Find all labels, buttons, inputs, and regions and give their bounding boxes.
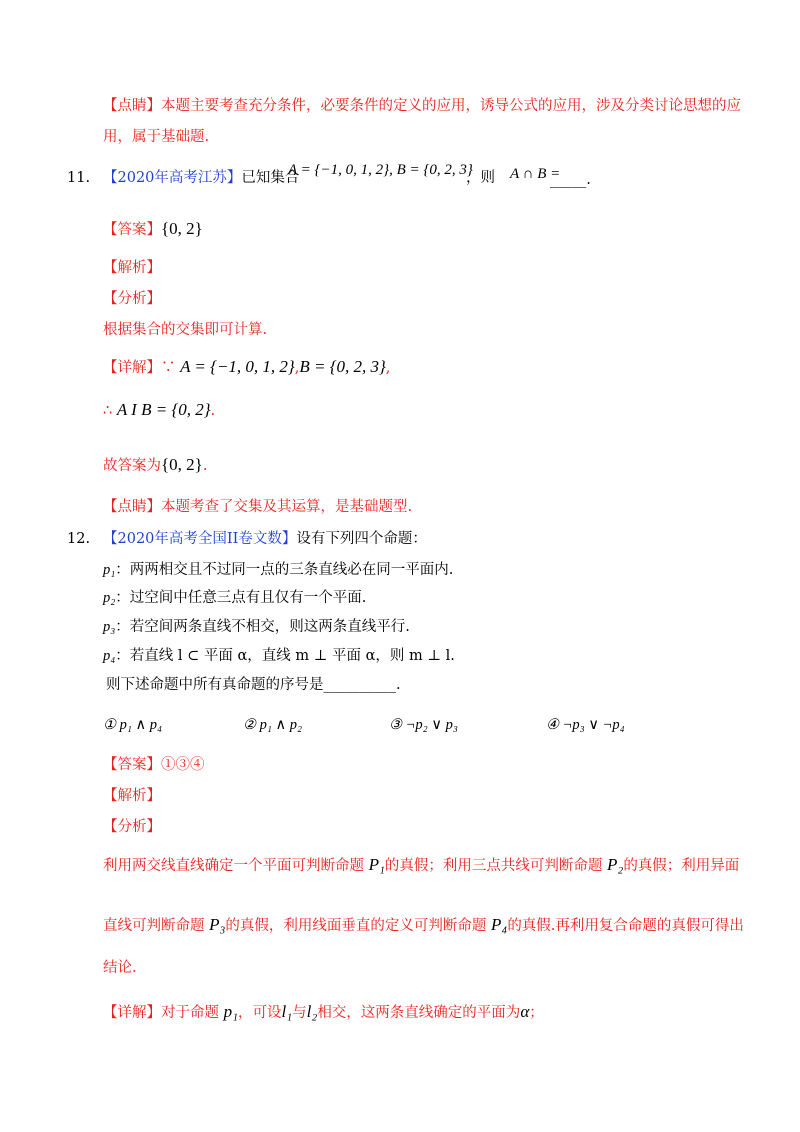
option-2: ② p₁ ∧ p₂ xyxy=(243,717,303,733)
option-3: ③ ¬p₂ ∨ p₃ xyxy=(389,717,458,733)
final-prefix: 故答案为 xyxy=(103,458,161,474)
prop-symbol-p3: P₃ xyxy=(209,915,226,934)
detail-prop: p₁ xyxy=(223,1002,239,1021)
analysis-tag: 【解析】 xyxy=(103,260,161,276)
fenxi-text: 利用两交线直线确定一个平面可判断命题 xyxy=(103,858,364,874)
q12-answer-line xyxy=(103,755,205,775)
q12-detail-line xyxy=(103,1002,544,1023)
prop-text: ：过空间中任意三点有且仅有一个平面. xyxy=(115,590,367,606)
fenxi-text: 直线可判断命题 xyxy=(103,918,205,934)
detail-text: ； xyxy=(529,1005,544,1021)
prop-label: p₄ xyxy=(103,648,116,664)
remark-tag: 【点睛】 xyxy=(103,499,161,515)
detail-set-a: A = {−1, 0, 1, 2} xyxy=(180,357,295,376)
analysis-tag: 【解析】 xyxy=(103,788,161,804)
therefore-symbol: ∴ xyxy=(103,403,113,419)
fenxi-conclusion: 结论. xyxy=(103,960,137,976)
final-answer: {0, 2} xyxy=(161,455,203,474)
fenxi-text: 的真假.再利用复合命题的真假可得出 xyxy=(507,918,744,934)
fenxi-text: 的真假，利用线面垂直的定义可判断命题 xyxy=(225,918,487,934)
result-end: . xyxy=(210,403,216,419)
fenxi-tag: 【分析】 xyxy=(103,819,161,835)
detail-end: , xyxy=(385,360,391,376)
prop-symbol-p2: P₂ xyxy=(607,855,624,874)
top-remark-line2 xyxy=(103,127,209,147)
q12-ask: 则下述命题中所有真命题的序号是__________. xyxy=(106,677,401,693)
question-number: 11. xyxy=(67,170,91,186)
detail-tag: 【详解】 xyxy=(103,360,161,376)
because-symbol: ∵ xyxy=(161,360,176,376)
option-1: ① p₁ ∧ p₄ xyxy=(103,717,163,733)
q11-intersect: A ∩ B = xyxy=(510,166,561,182)
detail-sep: , xyxy=(294,360,300,376)
line-l1: l₁ xyxy=(281,1002,293,1021)
q11-sets: A = {−1, 0, 1, 2}, B = {0, 2, 3} xyxy=(288,162,473,178)
option-4: ④ ¬p₃ ∨ ¬p₄ xyxy=(546,717,625,733)
prop-label: p₂ xyxy=(103,590,116,606)
detail-text: 与 xyxy=(292,1005,307,1021)
prop-symbol-p1: P₁ xyxy=(368,855,385,874)
remark-text: 本题主要考查充分条件，必要条件的定义的应用，诱导公式的应用，涉及分类讨论思想的应 xyxy=(161,98,741,114)
fenxi-text: 根据集合的交集即可计算. xyxy=(103,322,268,338)
fenxi-tag: 【分析】 xyxy=(103,291,161,307)
prop-label: p₃ xyxy=(103,619,116,635)
fenxi-text: 的真假；利用三点共线可判断命题 xyxy=(384,858,603,874)
question-number: 12. xyxy=(67,531,91,547)
detail-text: 对于命题 xyxy=(161,1005,219,1021)
q11-blank: _____. xyxy=(550,172,591,188)
remark-tag: 【点睛】 xyxy=(103,98,161,114)
prop-label: p₁ xyxy=(103,562,116,578)
proposition-p4 xyxy=(103,646,455,666)
fenxi-text: 的真假；利用异面 xyxy=(623,858,740,874)
question-stem: 设有下列四个命题： xyxy=(296,531,427,547)
detail-text: 相交，这两条直线确定的平面为 xyxy=(317,1005,521,1021)
q12-fenxi-line2 xyxy=(103,915,744,936)
answer-value: ①③④ xyxy=(161,757,205,773)
answer-tag: 【答案】 xyxy=(103,757,161,773)
proposition-p3 xyxy=(103,617,410,637)
q11-remark-line xyxy=(103,497,412,517)
plane-alpha: α xyxy=(520,1002,530,1021)
proposition-p2 xyxy=(103,588,366,608)
q11-result-line xyxy=(103,400,215,421)
prop-text: ：两两相交且不过同一点的三条直线必在同一平面内. xyxy=(115,562,454,578)
final-end: . xyxy=(202,458,208,474)
line-l2: l₂ xyxy=(306,1002,318,1021)
question-source: 【2020年高考江苏】 xyxy=(103,170,242,186)
q11-answer-line xyxy=(103,219,203,240)
answer-value: {0, 2} xyxy=(161,219,203,238)
answer-tag: 【答案】 xyxy=(103,222,161,238)
q11-stem xyxy=(103,168,299,188)
q12-stem xyxy=(103,529,427,549)
remark-text: 用，属于基础题. xyxy=(103,129,210,145)
prop-text: ：若直线 l ⊂ 平面 α，直线 m ⊥ 平面 α，则 m ⊥ l. xyxy=(115,648,455,664)
prop-text: ：若空间两条直线不相交，则这两条直线平行. xyxy=(115,619,410,635)
top-remark-line1 xyxy=(103,96,741,116)
result-expression: A I B = {0, 2} xyxy=(116,400,211,419)
prop-symbol-p4: P₄ xyxy=(491,915,508,934)
q11-then: ，则 xyxy=(466,170,495,186)
remark-text: 本题考查了交集及其运算，是基础题型. xyxy=(161,499,413,515)
q12-fenxi-line1 xyxy=(103,855,739,876)
detail-set-b: B = {0, 2, 3} xyxy=(299,357,386,376)
proposition-p1 xyxy=(103,560,453,580)
detail-text: ，可设 xyxy=(238,1005,282,1021)
q11-final-line xyxy=(103,455,207,476)
question-source: 【2020年高考全国II卷文数】 xyxy=(103,531,297,547)
question-stem: 已知集合 xyxy=(241,170,300,186)
detail-tag: 【详解】 xyxy=(103,1005,161,1021)
q11-detail-line xyxy=(103,357,390,378)
